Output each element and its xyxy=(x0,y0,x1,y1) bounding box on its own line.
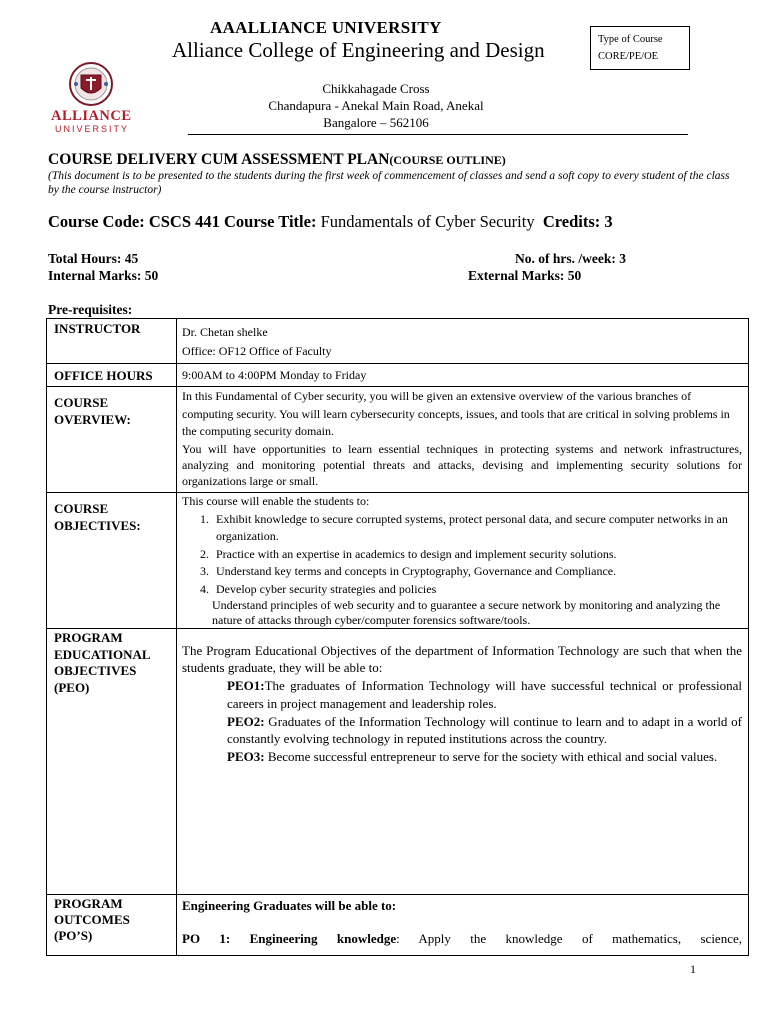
external-marks: External Marks: 50 xyxy=(468,268,582,283)
university-logo xyxy=(45,62,137,136)
objective-item: 3. Understand key terms and concepts in Cryptography, Governance and Compliance. xyxy=(212,563,742,581)
page-number: 1 xyxy=(690,962,696,976)
objectives-list xyxy=(182,511,742,599)
overview-label-2: OVERVIEW: xyxy=(54,412,131,427)
overview-label-1: COURSE xyxy=(54,395,109,410)
objectives-row xyxy=(47,493,749,629)
peo-3 xyxy=(182,747,742,765)
peo-2 xyxy=(182,713,742,747)
office-hours-label: OFFICE HOURS xyxy=(47,364,177,387)
po-1-label: PO 1: Engineering knowledge xyxy=(182,930,397,946)
course-credits: Credits: 3 xyxy=(542,212,613,231)
university-name: AAALLIANCE UNIVERSITY xyxy=(210,18,442,37)
course-code-label: Course Code: xyxy=(48,212,145,231)
college-name: Alliance College of Engineering and Design xyxy=(172,38,545,62)
objective-item: 2. Practice with an expertise in academics to design and implement security solutions. xyxy=(212,546,742,564)
overview-paragraph-2: You will have opportunities to learn essential techniques in protecting systems and network infrastructures, analyzing and monitoring potential threats and attacks, devising and implementing security solutions for organizations large or small. xyxy=(182,441,742,488)
overview-paragraph-1: In this Fundamental of Cyber security, you will be given an extensive overview of the various branches of computing security. You will learn cybersecurity concepts, issues, and tools that are critical in solving problems in the computing security domain. xyxy=(182,389,730,438)
instructor-row xyxy=(47,319,749,364)
address-line-1: Chikkahagade Cross xyxy=(322,81,430,96)
po-1 xyxy=(182,930,742,948)
peo-label-1: PROGRAM xyxy=(54,630,123,645)
objective-item: 4. Develop cyber security strategies and policies xyxy=(212,581,742,599)
peo-label-4: (PEO) xyxy=(54,679,90,695)
peo-intro: The Program Educational Objectives of the department of Information Technology are such that when the students graduate, they will be able to: xyxy=(182,643,742,675)
peo-row xyxy=(47,629,749,895)
instructor-label: INSTRUCTOR xyxy=(47,319,177,364)
hours-per-week: No. of hrs. /week: 3 xyxy=(515,251,626,266)
peo-label-2: EDUCATIONAL xyxy=(54,646,151,662)
address-line-2: Chandapura - Anekal Main Road, Anekal xyxy=(268,98,484,113)
course-title-label: Course Title: xyxy=(224,212,317,231)
document-title xyxy=(48,151,506,169)
objective-item: 1. Exhibit knowledge to secure corrupted systems, protect personal data, and secure computer networks in an organization. xyxy=(212,511,742,546)
course-code: CSCS 441 xyxy=(148,212,220,231)
course-type-box xyxy=(590,26,690,70)
course-title: Fundamentals of Cyber Security xyxy=(320,212,535,231)
po-1-text: : Apply the knowledge of mathematics, science, xyxy=(396,930,742,946)
office-hours-value: 9:00AM to 4:00PM Monday to Friday xyxy=(177,364,749,387)
office-hours-row xyxy=(47,364,749,387)
overview-row xyxy=(47,387,749,493)
objectives-label-1: COURSE xyxy=(54,501,109,516)
peo-3-label: PEO3: xyxy=(227,749,265,764)
document-title-main: COURSE DELIVERY CUM ASSESSMENT PLAN xyxy=(48,151,390,168)
peo-2-text: Graduates of the Information Technology will continue to learn and to adapt in a world of constantly evolving technology in reputed institutions across the country. xyxy=(227,714,742,746)
course-type-value: CORE/PE/OE xyxy=(598,51,659,62)
logo-text-university: UNIVERSITY xyxy=(55,124,130,134)
peo-3-text: Become successful entrepreneur to serve for the society with ethical and social values. xyxy=(264,749,718,764)
internal-marks: Internal Marks: 50 xyxy=(48,268,159,283)
course-plan-table xyxy=(46,318,749,956)
peo-1 xyxy=(182,676,742,713)
course-line xyxy=(48,212,613,232)
po-row xyxy=(47,895,749,956)
po-label-2: OUTCOMES xyxy=(54,912,130,927)
header-divider xyxy=(188,134,688,135)
peo-2-label: PEO2: xyxy=(227,714,265,729)
logo-text-alliance: ALLIANCE xyxy=(51,108,132,124)
prerequisites-label: Pre-requisites: xyxy=(48,302,133,317)
objectives-intro: This course will enable the students to: xyxy=(182,494,370,508)
objectives-extra: Understand principles of web security and to guarantee a secure network by monitoring and analyzing the nature of attacks through cyber/computer forensics software/tools. xyxy=(212,598,721,627)
total-hours: Total Hours: 45 xyxy=(48,251,139,266)
po-label-3: (PO’S) xyxy=(54,928,93,943)
peo-1-label: PEO1: xyxy=(227,678,265,693)
peo-label-3: OBJECTIVES xyxy=(54,663,137,678)
objectives-label-2: OBJECTIVES: xyxy=(54,518,141,533)
document-note: (This document is to be presented to the students during the first week of commencement of classes and send a soft copy to every student of the class by the course instructor) xyxy=(48,170,730,196)
address-line-3: Bangalore – 562106 xyxy=(323,115,429,130)
po-intro: Engineering Graduates will be able to: xyxy=(182,898,397,913)
peo-1-text: The graduates of Information Technology will have successful technical or professional careers in project management and leadership roles. xyxy=(227,678,742,711)
document-title-sub: (COURSE OUTLINE) xyxy=(389,153,506,167)
course-type-label: Type of Course xyxy=(598,34,663,45)
address-block xyxy=(200,80,552,131)
po-label-1: PROGRAM xyxy=(54,896,123,911)
instructor-name: Dr. Chetan shelke xyxy=(182,325,268,339)
instructor-office: Office: OF12 Office of Faculty xyxy=(182,344,332,358)
